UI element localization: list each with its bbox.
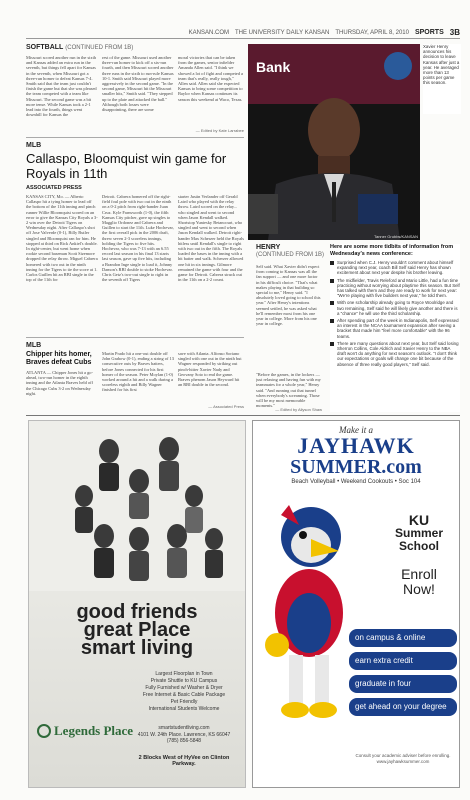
ad-detail-line: International Students Welcome <box>148 706 220 712</box>
sign-text: Bank <box>256 59 291 75</box>
bullet-square-icon <box>330 279 334 283</box>
ad-title-2: SUMMER.com <box>290 456 422 478</box>
page-header <box>26 27 460 39</box>
sidebar-bullet: After spending part of the week in Indianapolis, Self expressed an interest in the NCAA tournament expansion after seeing a bracket that made him "feel more comfortable" with the 96 teams. <box>330 318 460 339</box>
chipper-credit: — Associated Press <box>208 404 244 409</box>
section-name: SPORTS <box>414 29 444 36</box>
chipper-kicker: MLB <box>26 342 42 349</box>
callaspo-col3: starter Justin Verlander off Gerald Laird who played with the relay throw. Laird scored on the relay... who singled and went to second when Jason Kendall walked. Shortstop Yuniesky Betancourt, who singled and went to second when Jason Kendall walked. Detroit right-hander Max Scherzer held the Royals hitless until Kendall's single to right with two out in the fifth. The Royals loaded the bases in the inning with a hit batter and walk. Scherzer allowed one hit in six innings. Gilmore remained the game with four and the game for Detroit. Cabrera struck out in the 11th on a 2-2 count. <box>178 194 244 283</box>
ad-detail-line: Largest Floorplan in Town <box>155 671 213 677</box>
ad-detail-line: Private Shuttle to KU Campus <box>150 678 218 684</box>
ad-now: Now! <box>403 581 435 597</box>
ad-pill: graduate in four <box>349 675 457 693</box>
henry-col2: "Before the games, in the lockers — just relaxing and having fun with my teammates for a whole year," Henry said. "And running out that tunnel when everybody's screaming. Those will be my most memorable moments." <box>256 372 321 409</box>
chipper-col3: save with Atlanta. Alfonso Soriano singled with one out in the ninth but Wagner responded by striking out pinch-hitter Xavier Nady and Geovany Soto to end the game. Braves phenom Jason Heyward hit an RBI double in the second. <box>178 351 242 388</box>
ad-ku: KU <box>408 512 430 528</box>
ad-pill: earn extra credit <box>349 652 457 670</box>
sidebar-bullet: There are many questions about next year, but Self said losing Sherron Collins, Cole Aldrich and Xavier Henry to the NBA draft won't do anything for next season's outlook. "I don't think our expectations or goals will change one bit because of the absence of three really good players," Self said. <box>330 341 460 367</box>
legends-place-ad <box>28 420 246 788</box>
legends-logo-icon <box>37 724 51 738</box>
jayhawk-mascot <box>259 495 359 725</box>
sidebar-bullet: Surprised when C.J. Henry wouldn't comment about himself expanding next year, coach Bill Self said Henry has shown excitement about next year despite his brother leaving. <box>330 260 460 276</box>
ad-footer: Consult your academic adviser before enrolling. www.jayhawksummer.com <box>355 753 451 764</box>
ad-tagline: Beach Volleyball • Weekend Cookouts • Soc 104 <box>291 479 421 485</box>
callaspo-headline: Callaspo, Bloomquist win game for Royals in 11th <box>26 151 227 181</box>
henry-kicker: HENRY (CONTINUED FROM 1B) <box>256 244 324 258</box>
sidebar-bullets <box>330 260 460 367</box>
photo-caption: Xavier Henry announces his decision to leave Kansas after just a year. He averaged more than 13 points per game this season. <box>423 44 461 114</box>
softball-credit: — Edited by Kate Larrabee <box>195 128 244 133</box>
ad-make: Make it a <box>339 425 373 435</box>
page-number: 3B <box>449 28 460 37</box>
chipper-headline: Chipper hits homer, Braves defeat Cubs <box>26 351 92 366</box>
site-name: KANSAN.COM <box>188 29 230 36</box>
ad-enroll: Enroll <box>401 566 437 582</box>
jayhawk-summer-ad <box>252 420 460 788</box>
legends-logo: Legends Place <box>37 723 137 739</box>
xavier-henry-photo <box>248 44 420 240</box>
ad-detail-line: Free Internet & Basic Cable Package <box>142 692 226 698</box>
ad-directions: 2 Blocks West of HyVee on Clinton Parkway. <box>138 755 230 767</box>
bullet-square-icon <box>330 301 334 305</box>
photo-illustration <box>248 44 420 240</box>
ad-headline-1: good friends <box>76 601 198 623</box>
bullet-square-icon <box>330 342 334 346</box>
ad-phone: (785) 856-5848 <box>166 738 202 744</box>
ad-details <box>129 671 239 713</box>
callaspo-col2: Detroit. Cabrera homered off the right-field foul pole with two out in the ninth on a 0-2 pitch from right-hander Juan Cruz. Kyle Farnsworth (1-0), the fifth Kansas City pitcher, gave up singles to Magglio Ordonez and Cabrera and Guillen to start the 11th. Luke Hochevar, the first overall pick in the 2006 draft, threw seven 2-3 scoreless innings, holding the Tigers to five hits. Hochevar, who was 7-13 with an 6.55 record last season in his final 13 starts last season, gave up five hits, including a Brandon Inge single to load it, Johnny Damon's RBI double to stoke Hochevar. Chris Getz's two-out single to right in the seventh off Tigers <box>102 194 174 283</box>
ad-pills <box>349 629 457 721</box>
softball-col3: moral victories that can be taken from the games, senior infielder Amanda Allen said. "I think we showed a lot of fight and competed a team that's really, really tough," Allen said. Allen said she expected Kansas to bring some competition to Baylor when Kansas continues its season this weekend at Waco, Texas. <box>178 55 243 102</box>
sidebar-bullet: The midfielder, Travis Releford and Mario Little, had a fun time practicing without worrying about playtime this season. But Self has talked with them and they are ready to work for next year: "We're playing with five builders next year," he told them. <box>330 278 460 299</box>
sidebar-title: Here are some more tidbits of information from Wednesday's news conference: <box>330 244 454 257</box>
ad-title-1: JAYHAWK <box>297 433 415 458</box>
sidebar-bullet: With one scholarship already going to Royce Woolridge and two remaining, Self said he will likely give another and there is a "chance" he will use the third scholarship. <box>330 300 460 316</box>
ad-pill: on campus & online <box>349 629 457 647</box>
henry-col1: Self said. What Xavier didn't expect from coming to Kansas was all the fan support — and one more factor in his difficult choice. "That's what makes playing in that building so special to me," Henry said. "I absolutely loved going to school this year." After Henry's intentions seemed settled, he was asked what he'll remember most from his one year in college. More from his one year in college. <box>256 264 321 327</box>
ad-headline-3: smart living <box>80 637 194 659</box>
mlb-byline: ASSOCIATED PRESS <box>26 185 82 191</box>
ad-url[interactable]: smartstudentliving.com <box>158 725 210 731</box>
chipper-col1: ATLANTA — Chipper Jones hit a go-ahead, two-run homer in the eighth inning and the Atlanta Braves held off the Chicago Cubs 3-2 on Wednesday night. <box>26 370 93 396</box>
ad-headline-2: great Place <box>83 619 191 641</box>
bullet-square-icon <box>330 319 334 323</box>
henry-credit: — Edited by Allyson Shaw <box>275 407 322 412</box>
issue-date: THURSDAY, APRIL 8, 2010 <box>335 29 409 36</box>
bullet-square-icon <box>330 261 334 265</box>
ad-detail-line: Pet Friendly <box>170 699 198 705</box>
ad-detail-line: Fully Furnished w/ Washer & Dryer <box>145 685 223 691</box>
chipper-col2: Martin Prado hit a one-out double off John Grabow (0-1), ending a string of 13 consecutive outs by Braves batters, before Jones connected for his first homer of the season. Peter Moylan (1-0) worked around a hit and a walk during a scoreless eighth and Billy Wagner finished for his first <box>102 351 174 393</box>
henry-sidebar <box>330 244 460 412</box>
mlb-kicker: MLB <box>26 142 42 149</box>
paper-name: THE UNIVERSITY DAILY KANSAN <box>235 29 330 36</box>
softball-col2: rest of the game. Missouri used another three-run homer to kick off a six-run fourth, and then Missouri scored another three runs in the sixth to run-rule Kansas 10-1. Smith said Missouri played more aggressively in the second game. "In the second game, Missouri hit the Missouri smaller hits," Smith said. "They stepped up to the plate and attacked the ball." Although both losses were disappointing, there are some <box>102 55 174 113</box>
softball-kicker: SOFTBALL (CONTINUED FROM 1B) <box>26 44 134 51</box>
ad-address: 4101 W. 24th Place. Lawrence, KS 66047 <box>137 731 231 738</box>
friends-photo <box>29 421 245 591</box>
photo-credit: Tanner Grubbs/KANSAN <box>373 234 418 239</box>
ad-school: School <box>398 539 439 553</box>
callaspo-col1: KANSAS CITY, Mo. — Alberto Callaspo hit a tying homer to lead off the bottom of the 11th inning and pinch runner Willie Bloomquist scored on an error to give the Kansas City Royals a 3-2 win over the Detroit Tigers on Wednesday night. After Callaspo's shot off Jose Valverde (0-1), Billy Butler singled and Bloomquist ran for him. He stopped at third on Rick Ankiel's double. In right-center, but went home when rookie second baseman Scott Sizemore dropped the relay throw. Miguel Cabrera homered with two out in the ninth inning for the Tigers to tie the score at 1. Carlos Guillen hit an RBI single in the top of the 11th for <box>26 194 98 283</box>
ad-pill: get ahead on your degree <box>349 698 457 716</box>
softball-col1: Missouri scored another run in the sixth and Kansas added an extra run in the seventh, but things fell apart for Kansas in the seventh, when Missouri got a three-run homer to defeat Kansas 7-4. Smith said that the team just couldn't finish the game but that she was pleased the team competed with a team like Missouri. The second game was a bit more tense. While Kansas took a 2-1 lead into the fourth, things went downhill for Kansas the <box>26 55 97 118</box>
ad-summer: Summer <box>394 526 444 540</box>
